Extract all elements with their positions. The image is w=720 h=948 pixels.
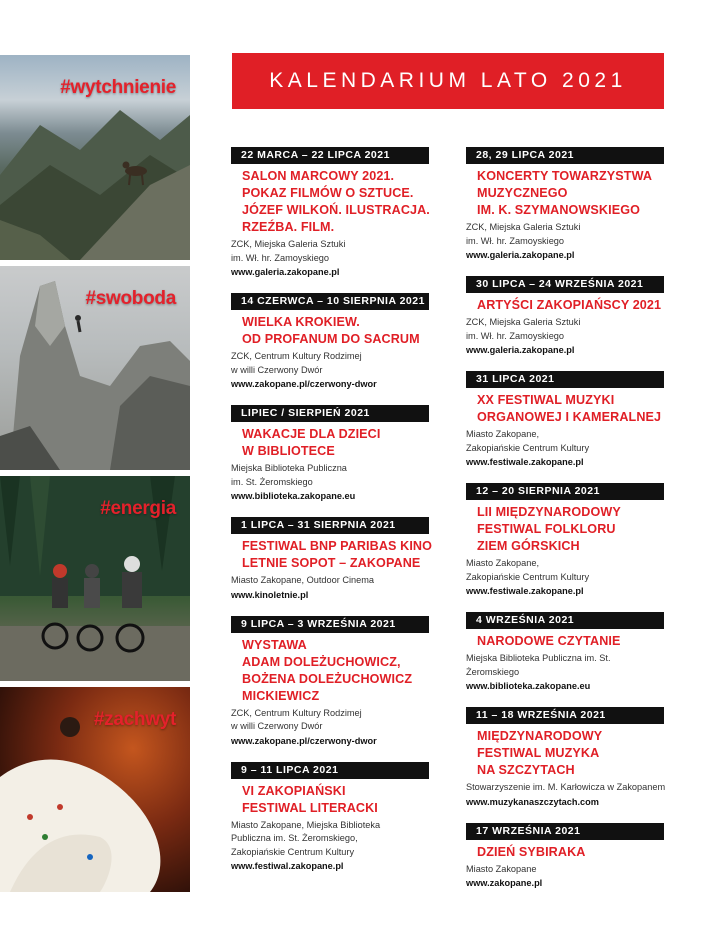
event-location [231, 238, 431, 265]
event-location-line: Zakopiańskie Centrum Kultury [466, 571, 590, 582]
event-location [466, 781, 666, 795]
event-location [466, 652, 666, 679]
hashtag-label: #swoboda [85, 288, 176, 309]
event-url-link[interactable]: www.zakopane.pl/czerwony-dwor [231, 735, 377, 746]
event-title-line: XX FESTIWAL MUZYKI [477, 393, 615, 407]
hashtag-label: #zachwyt [93, 709, 176, 730]
event-location-line: Miasto Zakopane, [466, 558, 540, 568]
event-item [466, 612, 666, 693]
event-title-line: POKAZ FILMÓW O SZTUCE. [242, 186, 414, 200]
event-date: 9 LIPCA – 3 WRZEŚNIA 2021 [231, 616, 429, 633]
event-title-line: SALON MARCOWY 2021. [242, 169, 395, 183]
event-location-line: Żeromskiego [466, 666, 520, 677]
event-title-line: W BIBLIOTECE [242, 444, 335, 458]
event-title [466, 504, 666, 555]
event-location [466, 316, 666, 343]
event-url-link[interactable]: www.kinoletnie.pl [231, 589, 309, 600]
event-date: 12 – 20 SIERPNIA 2021 [466, 483, 664, 500]
hashtag-label: #energia [100, 498, 176, 519]
event-item [231, 147, 431, 279]
event-item [231, 517, 431, 602]
event-url-link[interactable]: www.galeria.zakopane.pl [466, 345, 575, 355]
event-location [231, 574, 431, 588]
event-title [466, 728, 666, 779]
event-location-line: Miejska Biblioteka Publiczna im. St. [466, 653, 611, 663]
photo-cyclists [0, 476, 190, 681]
event-location [231, 350, 431, 377]
event-date: 14 CZERWCA – 10 SIERPNIA 2021 [231, 293, 429, 310]
event-title-line: WIELKA KROKIEW. [242, 315, 360, 329]
photo-folk-dancer [0, 687, 190, 892]
event-title [231, 538, 431, 572]
event-location-line: Stowarzyszenie im. M. Karłowicza w Zakopanem [466, 782, 666, 792]
event-location-line: im. Wł. hr. Zamoyskiego [466, 330, 565, 341]
event-location [466, 428, 666, 455]
event-location-line: im. Wł. hr. Zamoyskiego [466, 235, 565, 246]
event-title [466, 297, 666, 314]
event-title-line: KONCERTY TOWARZYSTWA [477, 169, 653, 183]
event-title-line: ADAM DOLEŻUCHOWICZ, [242, 654, 401, 669]
event-date: 30 LIPCA – 24 WRZEŚNIA 2021 [466, 276, 664, 293]
event-title-line: MICKIEWICZ [242, 688, 320, 703]
event-location-line: ZCK, Centrum Kultury Rodzimej [231, 707, 362, 718]
event-location [466, 557, 666, 584]
photo-mountains [0, 55, 190, 260]
event-location-line: Zakopiańskie Centrum Kultury [231, 846, 355, 857]
event-item [231, 405, 431, 503]
event-title-line: JÓZEF WILKOŃ. ILUSTRACJA. [242, 203, 430, 217]
event-date: 9 – 11 LIPCA 2021 [231, 762, 429, 779]
event-title-line: MUZYCZNEGO [477, 186, 568, 200]
event-location-line: Publiczna im. St. Żeromskiego, [231, 833, 358, 843]
event-title [231, 637, 431, 705]
event-title [466, 633, 666, 650]
event-title-line: LII MIĘDZYNARODOWY [477, 505, 621, 519]
event-url-link[interactable]: www.zakopane.pl/czerwony-dwor [231, 379, 377, 389]
event-location-line: ZCK, Miejska Galeria Sztuki [231, 239, 346, 249]
event-date: 1 LIPCA – 31 SIERPNIA 2021 [231, 517, 429, 534]
event-title-line: IM. K. SZYMANOWSKIEGO [477, 203, 641, 217]
event-location-line: w willi Czerwony Dwór [231, 364, 323, 375]
event-date: 17 WRZEŚNIA 2021 [466, 823, 664, 840]
event-title [231, 783, 431, 817]
event-item [466, 707, 666, 809]
event-title-line: NA SZCZYTACH [477, 763, 575, 777]
event-title [231, 426, 431, 460]
event-location-line: ZCK, Centrum Kultury Rodzimej [231, 351, 362, 361]
event-item [231, 616, 431, 748]
events-column-right [466, 147, 666, 904]
event-item [231, 762, 431, 874]
event-title-line: BOŻENA DOLEŻUCHOWICZ [242, 671, 413, 686]
event-location-line: Miejska Biblioteka Publiczna [231, 463, 347, 473]
event-title-line: FESTIWAL LITERACKI [242, 800, 378, 815]
event-url-link[interactable]: www.festiwale.zakopane.pl [466, 586, 584, 596]
event-title-line: ZIEM GÓRSKICH [477, 539, 580, 553]
event-title [231, 168, 431, 236]
event-item [231, 293, 431, 391]
event-title-line: WAKACJE DLA DZIECI [242, 427, 381, 441]
event-item [466, 483, 666, 598]
event-location-line: Miasto Zakopane, [466, 429, 540, 439]
event-url-link[interactable]: www.galeria.zakopane.pl [231, 267, 340, 277]
event-item [466, 147, 666, 262]
event-location-line: im. St. Żeromskiego [231, 476, 313, 487]
event-title-line: NARODOWE CZYTANIE [477, 634, 621, 648]
event-location [466, 221, 666, 248]
calendar-title-banner: KALENDARIUM LATO 2021 [232, 53, 664, 109]
event-item [466, 276, 666, 357]
event-title-line: ARTYŚCI ZAKOPIAŃSCY 2021 [477, 298, 662, 312]
event-title-line: FESTIWAL FOLKLORU [477, 522, 616, 536]
event-date: 11 – 18 WRZEŚNIA 2021 [466, 707, 664, 724]
event-url-link[interactable]: www.muzykanaszczytach.com [466, 796, 599, 807]
event-location [231, 819, 431, 860]
photo-rock-climber [0, 266, 190, 470]
event-title-line: ORGANOWEJ I KAMERALNEJ [477, 410, 662, 424]
event-location [231, 707, 431, 734]
event-location-line: Zakopiańskie Centrum Kultury [466, 442, 590, 453]
event-title-line: LETNIE SOPOT – ZAKOPANE [242, 556, 421, 570]
event-date: LIPIEC / SIERPIEŃ 2021 [231, 405, 429, 422]
event-location-line: Miasto Zakopane, Outdoor Cinema [231, 575, 374, 585]
event-title [231, 314, 431, 348]
events-column-left [231, 147, 431, 887]
event-url-link[interactable]: www.galeria.zakopane.pl [466, 250, 575, 260]
event-item [466, 823, 666, 891]
event-location-line: Miasto Zakopane, Miejska Biblioteka [231, 819, 381, 830]
event-title-line: RZEŹBA. FILM. [242, 220, 335, 234]
event-location-line: w willi Czerwony Dwór [231, 721, 323, 731]
event-url-link[interactable]: www.zakopane.pl [466, 878, 543, 888]
event-location [231, 462, 431, 489]
event-title-line: FESTIWAL BNP PARIBAS KINO [242, 539, 433, 553]
event-title-line: FESTIWAL MUZYKA [477, 746, 600, 760]
event-title-line: DZIEŃ SYBIRAKA [477, 844, 586, 859]
event-title [466, 844, 666, 861]
event-title-line: OD PROFANUM DO SACRUM [242, 332, 420, 346]
event-location-line: Miasto Zakopane [466, 863, 537, 874]
event-date: 4 WRZEŚNIA 2021 [466, 612, 664, 629]
event-url-link[interactable]: www.festiwale.zakopane.pl [466, 457, 584, 467]
event-date: 22 MARCA – 22 LIPCA 2021 [231, 147, 429, 164]
event-date: 31 LIPCA 2021 [466, 371, 664, 388]
event-date: 28, 29 LIPCA 2021 [466, 147, 664, 164]
event-title-line: MIĘDZYNARODOWY [477, 729, 603, 743]
event-title [466, 392, 666, 426]
event-title-line: WYSTAWA [242, 637, 307, 652]
hashtag-label: #wytchnienie [60, 77, 176, 98]
event-title [466, 168, 666, 219]
event-url-link[interactable]: www.festiwal.zakopane.pl [231, 861, 344, 871]
event-location [466, 863, 666, 877]
event-title-line: VI ZAKOPIAŃSKI [242, 783, 346, 798]
event-url-link[interactable]: www.biblioteka.zakopane.eu [231, 491, 356, 501]
event-location-line: im. Wł. hr. Zamoyskiego [231, 252, 330, 263]
event-url-link[interactable]: www.biblioteka.zakopane.eu [466, 681, 591, 691]
event-item [466, 371, 666, 469]
event-location-line: ZCK, Miejska Galeria Sztuki [466, 222, 581, 232]
event-location-line: ZCK, Miejska Galeria Sztuki [466, 317, 581, 327]
